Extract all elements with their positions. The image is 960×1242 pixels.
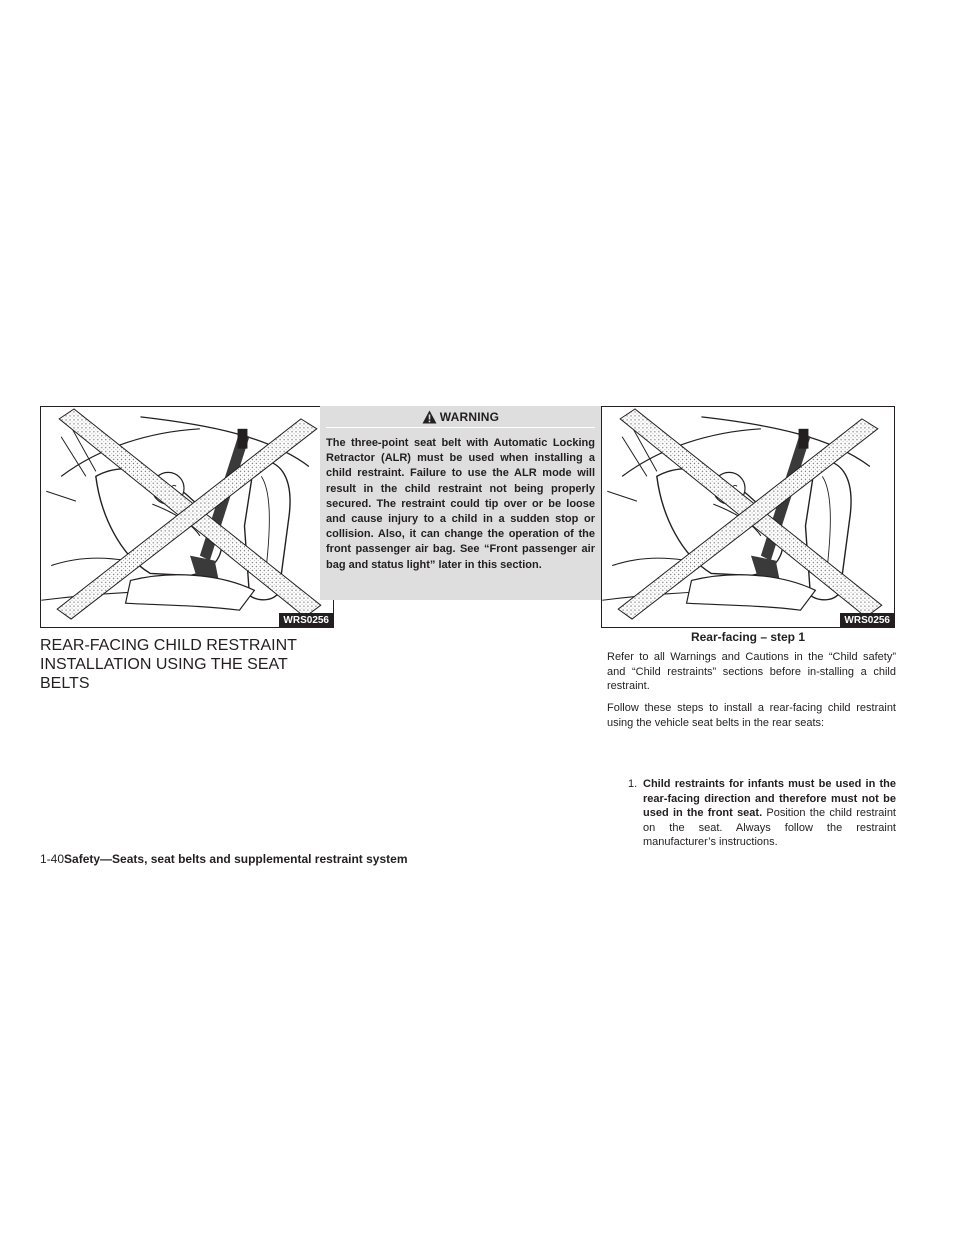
figure-code-label: WRS0256	[279, 613, 333, 627]
footer-title: Safety—Seats, seat belts and supplemental restraint system	[64, 852, 408, 866]
paragraph-text: Refer to all Warnings and Cautions in the “Child safety” and “Child restraints” sections before in-stalling a child restraint.	[607, 651, 896, 693]
figure-rear-facing-prohibited-left	[40, 406, 334, 628]
warning-title: WARNING	[439, 409, 500, 424]
paragraph-text: Follow these steps to install a rear-facing child restraint using the vehicle seat belts in the rear seats:	[607, 702, 896, 729]
figure-caption: Rear-facing – step 1	[690, 630, 806, 644]
step-item-1	[628, 777, 896, 850]
page-number: 1-40	[40, 852, 65, 866]
page-footer	[40, 852, 408, 866]
car-seat-illustration	[41, 407, 333, 627]
step-text	[643, 777, 896, 850]
section-title: REAR-FACING CHILD RESTRAINT INSTALLATION USING THE SEAT BELTS	[40, 637, 297, 692]
step-number: 1.	[628, 778, 638, 790]
warning-triangle-icon	[422, 410, 437, 424]
step-regular-text: Position the child restraint on the seat. Always follow the restraint manufacturer’s instructions.	[643, 807, 896, 849]
body-paragraph-2	[607, 701, 896, 730]
figure-rear-facing-step-1	[601, 406, 895, 628]
car-seat-illustration	[602, 407, 894, 627]
step-bold-text: Child restraints for infants must be used in the rear-facing direction and therefore must not be used in the front seat.	[643, 778, 896, 820]
warning-text: The three-point seat belt with Automatic Locking Retractor (ALR) must be used when installing a child restraint. Failure to use the ALR mode will result in the child restraint not being properly secured. The restraint could tip over or be loose and cause injury to a child in a sudden stop or collision. Also, it can change the operation of the front passenger air bag. See “Front passenger air bag and status light” later in this section.	[326, 437, 595, 571]
warning-header	[326, 406, 595, 428]
body-paragraph-1	[607, 650, 896, 694]
warning-box	[320, 406, 601, 600]
figure-code-label: WRS0256	[840, 613, 894, 627]
